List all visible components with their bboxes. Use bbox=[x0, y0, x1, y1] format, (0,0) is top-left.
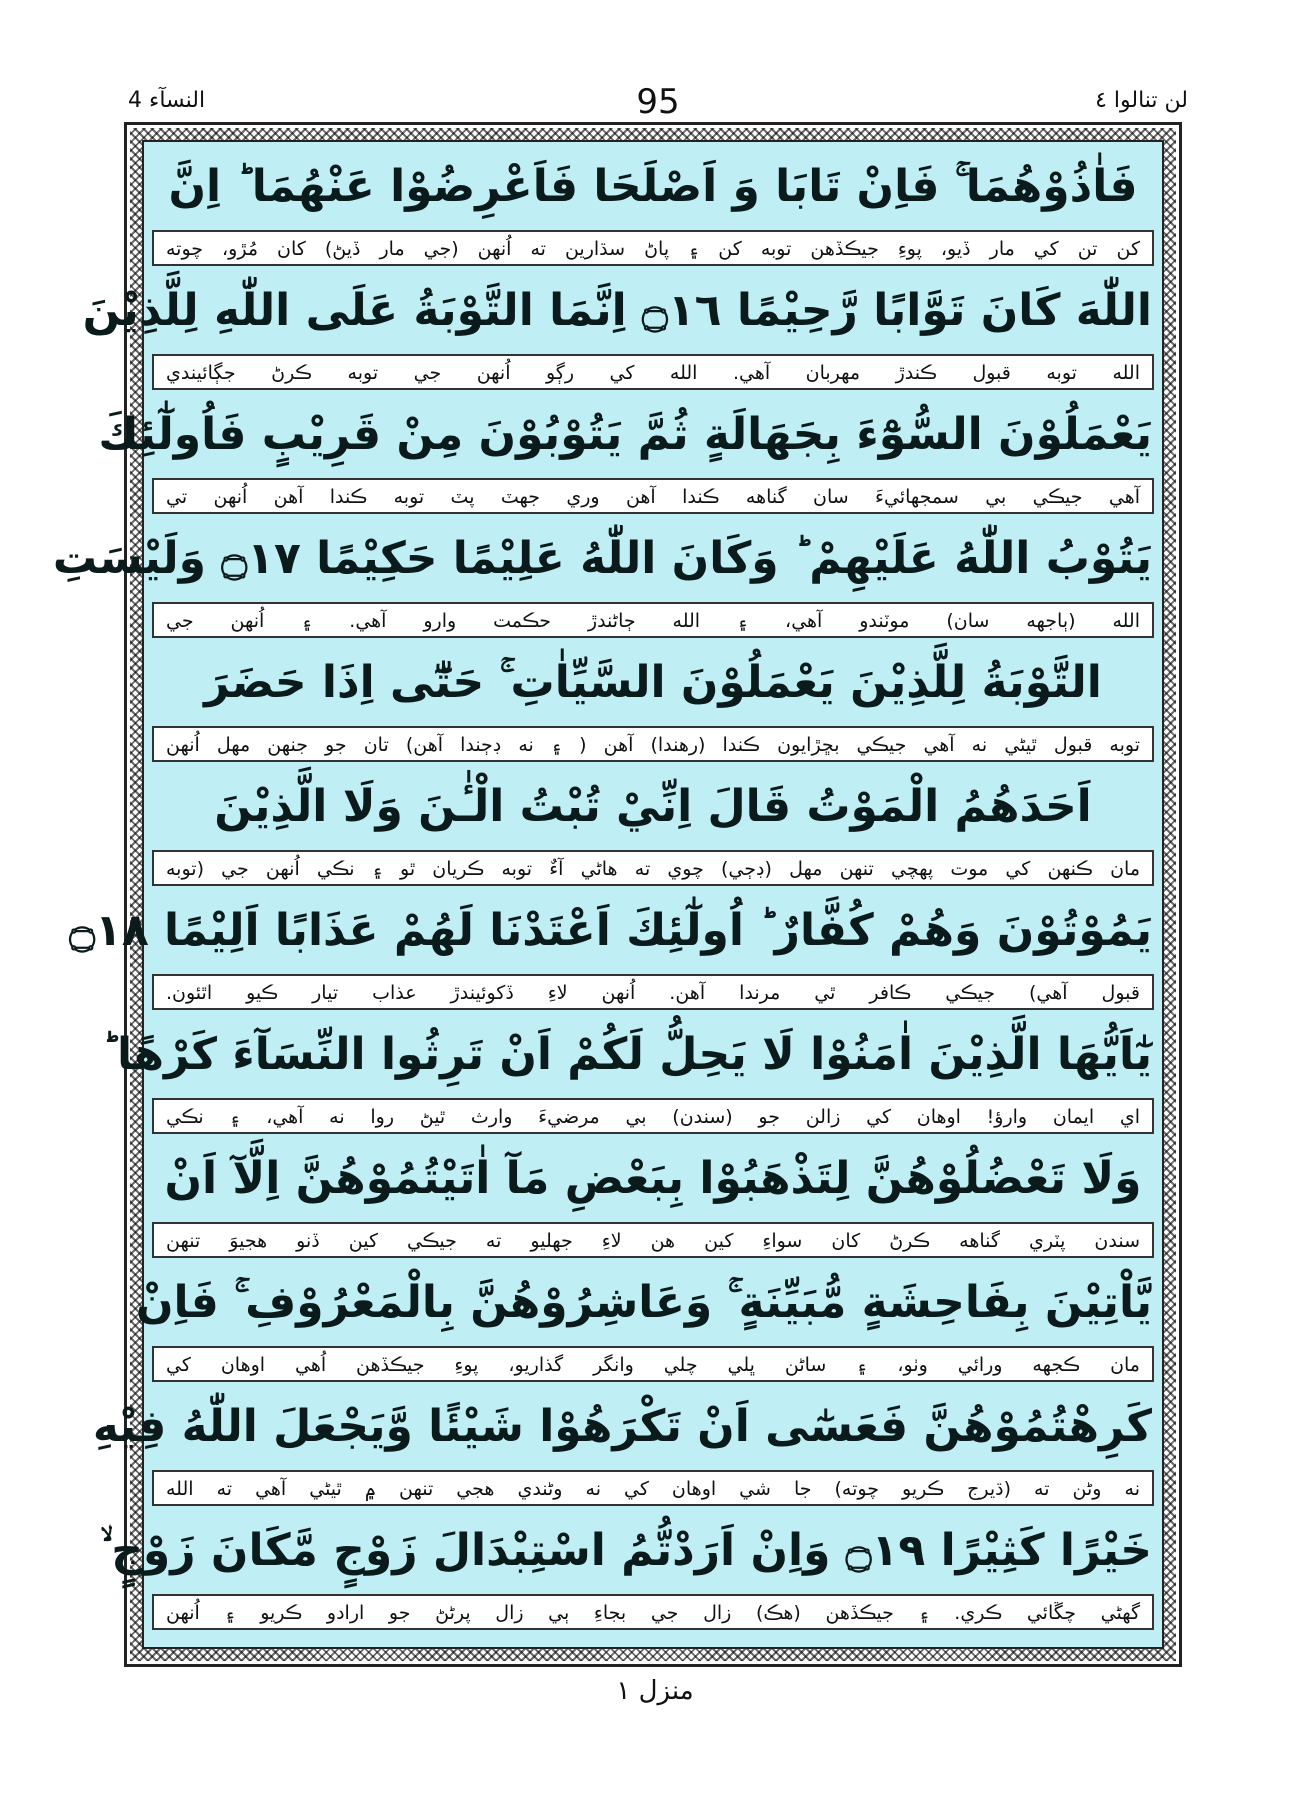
translation-line: مان ڪنهن کي موت پهچي تنهن مهل (ڊڄي) چوي ته هاڻي آءٌ توبه ڪريان ٿو ۽ نڪي اُنهن جي (توبه bbox=[152, 850, 1154, 886]
surah-name: النسآء 4 bbox=[128, 88, 206, 113]
text-panel bbox=[52, 140, 1164, 1649]
translation-line: توبه قبول ٿيڻي نه آهي جيڪي بڇڙايون ڪندا (رهندا) آهن ( ۽ نه ڊڄندا آهن) تان جو جنهن مهل اُنهن bbox=[152, 726, 1154, 762]
juz-name: لن تنالوا ٤ bbox=[1095, 88, 1188, 113]
translation-line: سندن پٽري گناهه ڪرڻ کان سواءِ کين هن لاءِ جهليو ته جيڪي کين ڏنو هجيوَ تنهن bbox=[152, 1222, 1154, 1258]
arabic-line: يٰٓاَيُّهَا الَّذِيْنَ اٰمَنُوْا لَا يَحِلُّ لَكُمْ اَنْ تَرِثُوا النِّسَآءَ كَرْهًا ؕ bbox=[101, 1029, 1152, 1080]
translation-line: اي ايمان وارؤ! اوهان کي زالن جو (سندن) بي مرضيءَ وارث ٿيڻ روا نه آهي، ۽ نڪي bbox=[152, 1098, 1154, 1134]
translation-line: قبول آهي) جيڪي ڪافر ٿي مرندا آهن. اُنهن لاءِ ڏکوئيندڙ عذاب تيار ڪيو اٿئون. bbox=[152, 974, 1154, 1010]
arabic-line: وَلَا تَعْضُلُوْهُنَّ لِتَذْهَبُوْا بِبَعْضِ مَآ اٰتَيْتُمُوْهُنَّ اِلَّآ اَنْ bbox=[164, 1153, 1142, 1204]
arabic-line: اَحَدَهُمُ الْمَوْتُ قَالَ اِنِّيْ تُبْتُ الْـٰٔنَ وَلَا الَّذِيْنَ bbox=[214, 781, 1092, 832]
arabic-line: يَعْمَلُوْنَ السُّوْٓءَ بِجَهَالَةٍ ثُمَّ يَتُوْبُوْنَ مِنْ قَرِيْبٍ فَاُولٰٓئِكَ bbox=[98, 409, 1152, 460]
translation-line: نه وڻن ته (ڌيرج ڪريو چوته) جا شي اوهان کي نه وڻندي هجي تنهن ۾ ٿيڻي آهي ته الله bbox=[152, 1470, 1154, 1506]
arabic-line: يَتُوْبُ اللّٰهُ عَلَيْهِمْ ؕ وَكَانَ اللّٰهُ عَلِيْمًا حَكِيْمًا ۝١٧ وَلَيْسَتِ bbox=[52, 533, 1152, 584]
translation-line: کن تن کي مار ڏيو، پوءِ جيڪڏهن توبه کن ۽ پاڻ سڌارين ته اُنهن (جي مار ڏيڻ) کان مُڙو، چوته bbox=[152, 230, 1154, 266]
arabic-line: فَاٰذُوْهُمَا ۚ فَاِنْ تَابَا وَ اَصْلَحَا فَاَعْرِضُوْا عَنْهُمَا ؕ اِنَّ bbox=[168, 161, 1138, 212]
manzil-marker: منزل ١ bbox=[616, 1676, 694, 1706]
arabic-line: كَرِهْتُمُوْهُنَّ فَعَسٰٓى اَنْ تَكْرَهُوْا شَيْئًا وَّيَجْعَلَ اللّٰهُ فِيْهِ bbox=[92, 1401, 1152, 1452]
arabic-line: يَمُوْتُوْنَ وَهُمْ كُفَّارٌ ؕ اُولٰٓئِكَ اَعْتَدْنَا لَهُمْ عَذَابًا اَلِيْمًا ۝١٨ bbox=[69, 905, 1152, 956]
arabic-line: التَّوْبَةُ لِلَّذِيْنَ يَعْمَلُوْنَ السَّيِّاٰتِ ۚ حَتّٰٓى اِذَا حَضَرَ bbox=[204, 657, 1102, 708]
arabic-line: اللّٰهَ كَانَ تَوَّابًا رَّحِيْمًا ۝١٦ اِنَّمَا التَّوْبَةُ عَلَى اللّٰهِ لِلَّذِيْنَ bbox=[82, 285, 1152, 336]
arabic-line: خَيْرًا كَثِيْرًا ۝١٩ وَاِنْ اَرَدْتُّمُ اسْتِبْدَالَ زَوْجٍ مَّكَانَ زَوْجٍ ۙ bbox=[100, 1525, 1152, 1576]
translation-line: گهڻي چڱائي ڪري. ۽ جيڪڏهن (هڪ) زال جي بجاءِ ٻي زال پرڻڻ جو ارادو ڪريو ۽ اُنهن bbox=[152, 1594, 1154, 1630]
translation-line: الله توبه قبول ڪندڙ مهربان آهي. الله کي رڳو اُنهن جي توبه ڪرڻ جڳائيندي bbox=[152, 354, 1154, 390]
page-number: 95 bbox=[636, 82, 680, 122]
translation-line: الله (ٻاجهه سان) موٽندو آهي، ۽ الله ڄاڻندڙ حڪمت وارو آهي. ۽ اُنهن جي bbox=[152, 602, 1154, 638]
translation-line: مان ڪجهه ورائي وٺو، ۽ ساڻن ڀلي چلي وانگر گذاريو، پوءِ جيڪڏهن اُهي اوهان کي bbox=[152, 1346, 1154, 1382]
arabic-line: يَّاْتِيْنَ بِفَاحِشَةٍ مُّبَيِّنَةٍ ۚ وَعَاشِرُوْهُنَّ بِالْمَعْرُوْفِ ۚ فَاِنْ bbox=[135, 1277, 1152, 1328]
translation-line: آهي جيڪي بي سمجهائيءَ سان گناهه ڪندا آهن وري جهٽ پٽ توبه ڪندا آهن اُنهن تي bbox=[152, 478, 1154, 514]
